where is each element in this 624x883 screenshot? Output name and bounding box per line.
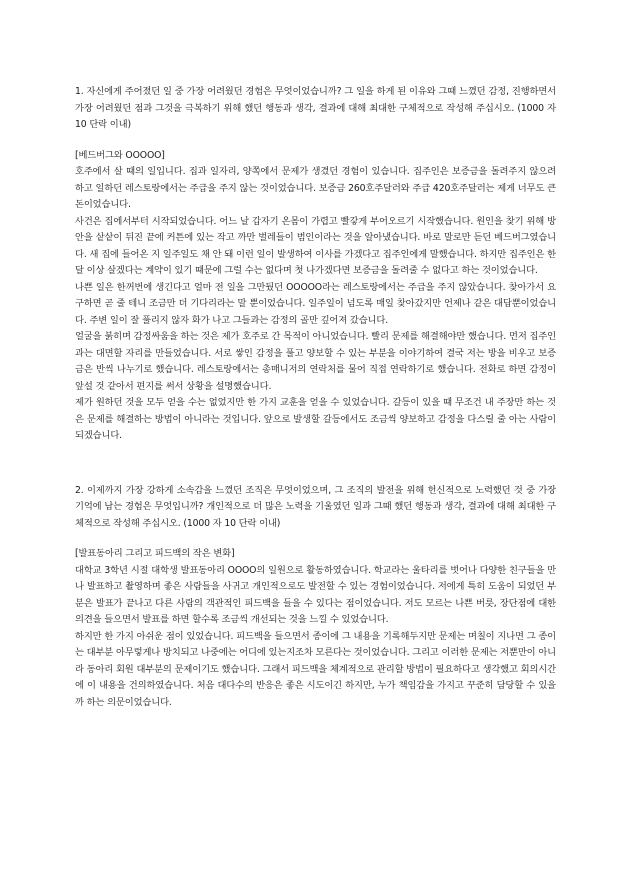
answer-2-title: [발표동아리 그리고 피드백의 작은 변화] xyxy=(75,548,235,559)
answer-2-paragraph: 대학교 3학년 시절 대학생 발표동아리 OOOO의 일원으로 활동하였습니다. 학교라는 울타리를 벗어나 다양한 친구들을 만나 발표하고 촬영하며 좋은 사람들을 사귀고 개인적으로도 발전할 수 있는 경험이었습니다. 저에게 특히 도움이 되었던 부분은 발표가 끝나고 다른 사람의 객관적인 피드백을 들을 수 있다는 점이었습니다. 저도 모르는 나쁜 버릇, 장단점에 대한 의견을 들으면서 발표를 하면 할수록 조금씩 개선되는 것을 느낄 수 있었습니다. xyxy=(75,564,556,625)
answer-1-paragraph: 제가 원하던 것을 모두 얻을 수는 없었지만 한 가지 교훈을 얻을 수 있었습니다. 갈등이 있을 때 무조건 내 주장만 하는 것은 문제를 해결하는 방법이 아니라는 것입니다. 앞으로 발생할 갈등에서도 조금씩 양보하고 감정을 다스릴 줄 아는 사람이 되겠습니다. xyxy=(75,397,556,441)
answer-2-paragraph: 하지만 한 가지 아쉬운 점이 있었습니다. 피드백을 들으면서 종이에 그 내용을 기록해두지만 문제는 며칠이 지나면 그 종이는 대부분 아무렇게나 방치되고 나중에는 어디에 있는지조차 모른다는 것이었습니다. 그리고 이러한 문제는 저뿐만이 아니라 동아리 회원 대부분의 문제이기도 했습니다. 그래서 피드백을 체계적으로 관리할 방법이 필요하다고 생각했고 회의시간에 이 내용을 건의하였습니다. 처음 대다수의 반응은 좋은 시도이긴 하지만, 누가 책임감을 가지고 꾸준히 담당할 수 있을까 하는 의문이었습니다. xyxy=(75,630,556,708)
question-2: 2. 이제까지 가장 강하게 소속감을 느꼈던 조직은 무엇이었으며, 그 조직의 발전을 위해 헌신적으로 노력했던 것 중 가장 기억에 남는 경험은 무엇입니까? 개인적으로 더 많은 노력을 기울였던 일과 그때 했던 행동과 생각, 결과에 대해 최대한 구체적으로 작성해 주십시오. (1000 자 10 단락 이내) xyxy=(75,484,556,529)
question-1: 1. 자신에게 주어졌던 일 중 가장 어려웠던 경험은 무엇이었습니까? 그 일을 하게 된 이유와 그때 느꼈던 감정, 진행하면서 가장 어려웠던 점과 그것을 극복하기 위해 했던 행동과 생각, 결과에 대해 최대한 구체적으로 작성해 주십시오. (1000 자 10 단락 이내) xyxy=(75,86,556,130)
answer-1-paragraph: 나쁜 일은 한꺼번에 생긴다고 얼마 전 일을 그만뒀던 OOOOO라는 레스토랑에서는 주급을 주지 않았습니다. 찾아가서 요구하면 곧 줄 테니 조금만 더 기다리라는 말 뿐이었습니다. 일주일이 넘도록 매일 찾아갔지만 언제나 같은 대답뿐이었습니다. 주변 일이 잘 풀리지 않자 화가 나고 그들과는 감정의 골만 깊어져 갔습니다. xyxy=(75,281,556,326)
answer-1-paragraph: 호주에서 살 때의 일입니다. 집과 일자리, 양쪽에서 문제가 생겼던 경험이 있습니다. 집주인은 보증금을 돌려주지 않으려 하고 일하던 레스토랑에서는 주급을 주지 않는 것이었습니다. 보증금 260호주달러와 주급 420호주달러는 제게 너무도 큰돈이었습니다. xyxy=(75,166,556,210)
answer-1-paragraph: 얼굴을 붉히며 감정싸움을 하는 것은 제가 호주로 간 목적이 아니었습니다. 빨리 문제를 해결해야만 했습니다. 먼저 집주인과는 대면할 자리를 만들었습니다. 서로 쌓인 감정을 풀고 양보할 수 있는 부분을 이야기하여 결국 저는 방을 비우고 보증금은 반씩 나누기로 했습니다. 레스토랑에서는 총매니저의 연락처를 물어 직접 연락하기로 했습니다. 전화로 하면 감정이 앞설 것 같아서 편지를 써서 상황을 설명했습니다. xyxy=(75,331,556,392)
section-2 xyxy=(75,483,556,712)
answer-1-title: [베드버그와 OOOOO] xyxy=(75,149,165,161)
section-1 xyxy=(75,84,556,445)
answer-1-paragraph: 사건은 집에서부터 시작되었습니다. 어느 날 갑자기 온몸이 가렵고 빨갛게 부어오르기 시작했습니다. 원인을 찾기 위해 방 안을 샅샅이 뒤진 끝에 커튼에 있는 작고 까만 벌레들이 범인이라는 것을 알아냈습니다. 바로 말로만 듣던 베드버그였습니다. 새 집에 들어온 지 일주일도 채 안 돼 이런 일이 발생하여 이사를 가겠다고 집주인에게 말했습니다. 하지만 집주인은 한 달 이상 살겠다는 계약이 있기 때문에 그럴 수는 없다며 첫 나가겠다면 보증금을 돌려줄 수 없다고 하는 것이었습니다. xyxy=(75,215,556,276)
